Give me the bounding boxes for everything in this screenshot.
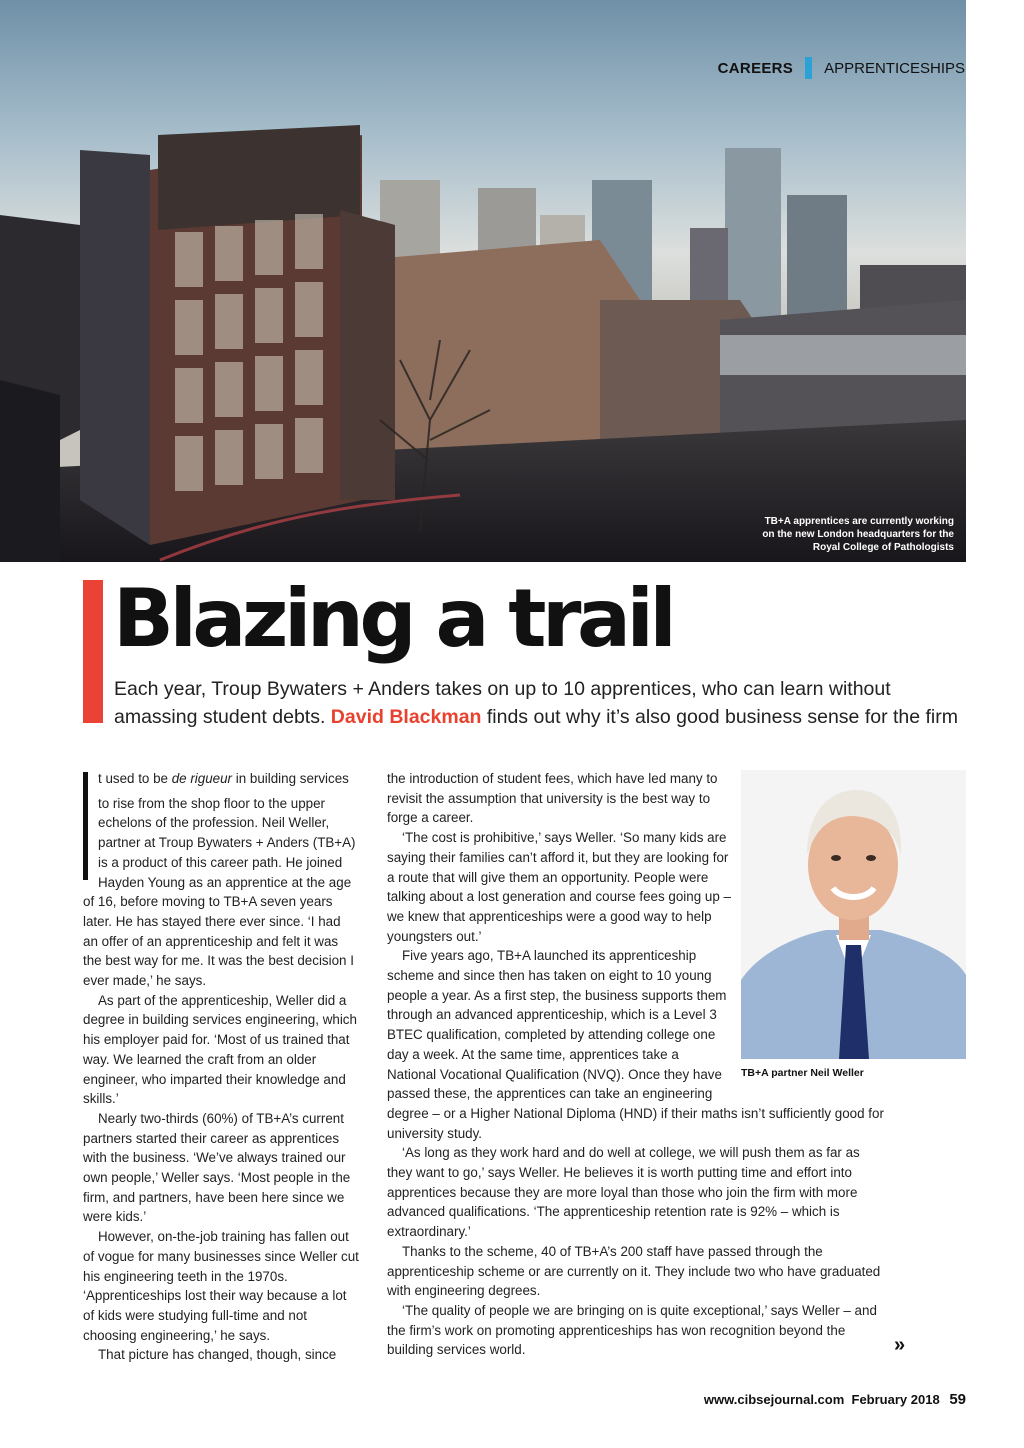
section-category: CAREERS xyxy=(717,59,794,77)
paragraph: However, on-the-job training has fallen out of vogue for many businesses since Weller cut his engineering teeth in the 1970s. ‘Apprenticeships lost their way because a lot of kids were studying full-time and not choosing engineering,’ he says. xyxy=(83,1229,359,1343)
section-label xyxy=(718,57,965,79)
drop-cap xyxy=(83,772,88,880)
city-rendering xyxy=(0,0,966,562)
footer-url: www.cibsejournal.com xyxy=(703,1392,845,1407)
author-byline: David Blackman xyxy=(330,706,482,728)
article-column-1 xyxy=(83,769,359,1365)
paragraph: ‘The quality of people we are bringing on is quite exceptional,’ says Weller – and the firm’s work on promoting apprenticeships has won recognition beyond the building services world. xyxy=(387,1302,877,1358)
standfirst-intro: Each year, Troup Bywaters + Anders takes on up to 10 apprentices, who can learn without amassing student debts. xyxy=(114,678,891,728)
footer-issue: February 2018 xyxy=(851,1392,940,1407)
portrait-illustration xyxy=(741,770,966,1059)
continue-arrow-icon: » xyxy=(894,1334,906,1356)
paragraph: Thanks to the scheme, 40 of TB+A’s 200 staff have passed through the apprenticeship scheme or are currently on it. They include two who have graduated with engineering degrees. xyxy=(387,1243,881,1299)
page-number: 59 xyxy=(949,1391,966,1408)
paragraph: Five years ago, TB+A launched its apprenticeship scheme and since then has taken on eight to 10 young people a year. As a first step, the business supports them through an advanced apprenticeship, which is a Level 3 BTEC qualification, completed by attending college one day a week. At the same time, apprentices take a National Vocational Qualification (NVQ). Once they have passed these, the apprentices can take an engineering degree – or a Higher National Diploma (HND) if their maths isn’t sufficiently good for university study. xyxy=(387,948,884,1141)
paragraph-text: t used to be xyxy=(98,771,172,786)
paragraph xyxy=(83,769,359,991)
paragraph: As part of the apprenticeship, Weller did a degree in building services engineering, which his employer paid for. ‘Most of us trained that way. We learned the craft from an older engineer, who imparted their knowledge and skills.’ xyxy=(83,992,357,1107)
paragraph: ‘As long as they work hard and do well at college, we will push them as far as they want to go,’ says Weller. He believes it is worth putting time and effort into apprentices because they are more loyal than those who join the firm with more advanced qualifications. ‘The apprenticeship retention rate is 92% – which is extraordinary.’ xyxy=(387,1145,860,1240)
emphasis-text: de rigueur xyxy=(171,771,233,786)
page-footer xyxy=(704,1391,966,1408)
standfirst-end: finds out why it’s also good business sense for the firm xyxy=(481,706,959,728)
section-subcategory: APPRENTICESHIPS xyxy=(824,59,965,77)
paragraph: the introduction of student fees, which have led many to revisit the assumption that university is the best way to forge a career. xyxy=(387,771,718,826)
standfirst xyxy=(114,675,974,731)
paragraph: Nearly two-thirds (60%) of TB+A’s current partners started their career as apprentices with the business. ‘We’ve always trained our own people,’ Weller says. ‘Most people in the firm, and partners, have been here since we were kids.’ xyxy=(83,1110,351,1225)
paragraph-text: in building services to rise from the shop floor to the upper echelons of the profession. Neil Weller, partner at Troup Bywaters + Anders (TB+A) is a product of this career path. He joined Hayden Young as an apprentice at the age of 16, before moving to TB+A seven years later. He has stayed there ever since. ‘I had an offer of an apprenticeship and felt it was the best way for me. It was the best decision I ever made,’ he says. xyxy=(83,771,356,989)
hero-caption: TB+A apprentices are currently working on the new London headquarters for the Royal College of Pathologists xyxy=(762,516,954,553)
headline-accent-bar xyxy=(83,580,103,723)
photo-caption: TB+A partner Neil Weller xyxy=(741,1067,864,1079)
section-divider xyxy=(805,57,812,79)
hero-image xyxy=(0,0,966,562)
headline: Blazing a trail xyxy=(113,572,673,665)
paragraph: ‘The cost is prohibitive,’ says Weller. ‘So many kids are saying their families can’t afford it, but they are looking for a route that will give them an opportunity. People were talking about a lost generation and course fees going up – we knew that apprenticeships were a good way to help youngsters out.’ xyxy=(387,830,731,944)
paragraph: That picture has changed, though, since xyxy=(98,1347,337,1363)
portrait-photo xyxy=(741,770,966,1059)
